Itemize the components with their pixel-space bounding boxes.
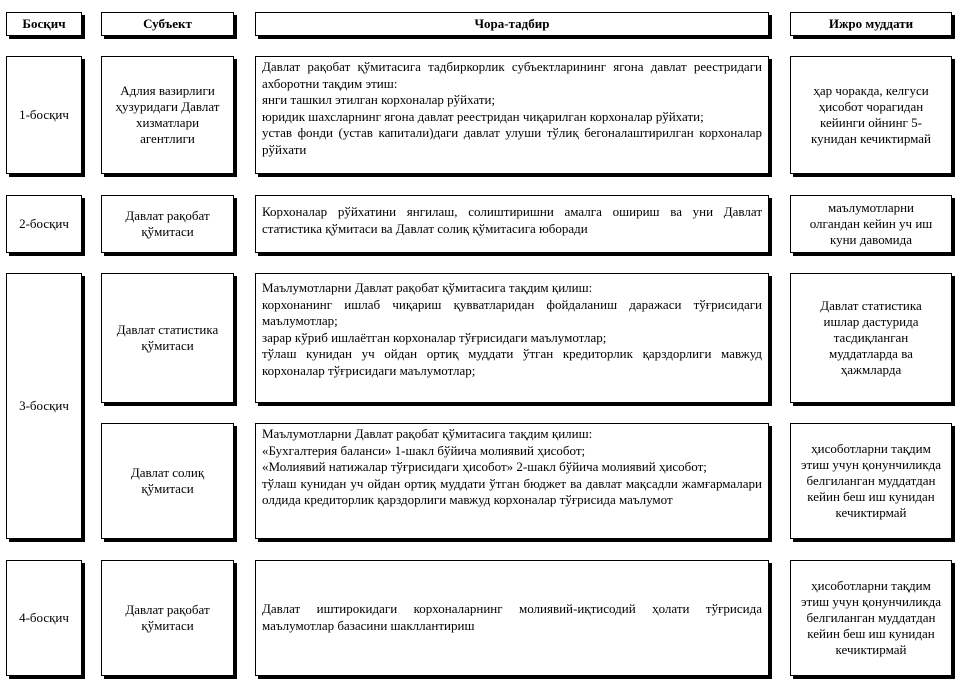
stage-1-subject-text: Адлия вазирлиги ҳузуридаги Давлат хизматлари агентлиги <box>115 83 220 146</box>
header-stage-label: Босқич <box>22 16 66 31</box>
stage-4-deadline <box>790 560 952 676</box>
stage-2-label <box>6 195 82 253</box>
stage-3-label <box>6 273 82 539</box>
stage-1-label <box>6 56 82 174</box>
stage-4-deadline-text: ҳисоботларни тақдим этиш учун қонунчиликда белгиланган муддатдан кейин беш иш кунидан кечиктирмай <box>800 578 942 657</box>
stage-3-subject-statistics <box>101 273 234 403</box>
stage-3-action-tax-line: Маълумотларни Давлат рақобат қўмитасига тақдим қилиш: <box>262 426 593 441</box>
stage-1-action-line: Давлат рақобат қўмитасига тадбиркорлик субъектларининг ягона давлат реестридаги ахборотни тақдим этиш: <box>262 59 762 91</box>
stage-3-action-tax-line: «Молиявий натижалар тўғрисидаги ҳисобот» 2-шакл бўйича молиявий ҳисобот; <box>262 459 707 474</box>
header-subject-label: Субъект <box>143 16 192 31</box>
stage-3-action-line: зарар кўриб ишлаётган корхоналар тўғрисидаги маълумотлар; <box>262 329 607 345</box>
stage-3-action-tax-line: «Бухгалтерия баланси» 1-шакл бўйича молиявий ҳисобот; <box>262 442 586 458</box>
stage-1-action-line: юридик шахсларнинг ягона давлат реестридан чиқарилган корхоналар рўйхати; <box>262 108 704 124</box>
header-stage <box>6 12 82 36</box>
stage-4-text: 4-босқич <box>19 610 69 625</box>
stage-4-action <box>255 560 769 676</box>
stage-3-subject-tax-text: Давлат солиқ қўмитаси <box>130 465 205 496</box>
stage-3-deadline-statistics <box>790 273 952 403</box>
stage-3-action-line: тўлаш кунидан уч ойдан ортиқ муддати ўтган кредиторлик қарздорлиги мавжуд корхоналар тўғрисидаги маълумотлар; <box>262 346 762 378</box>
header-deadline <box>790 12 952 36</box>
stage-3-text: 3-босқич <box>19 398 69 413</box>
stage-3-deadline-tax-text: ҳисоботларни тақдим этиш учун қонунчиликда белгиланган муддатдан кейин беш иш кунидан кечиктирмай <box>800 441 942 520</box>
stage-3-action-tax <box>255 423 769 539</box>
stage-4-subject-text: Давлат рақобат қўмитаси <box>125 602 210 633</box>
stage-3-deadline-tax <box>790 423 952 539</box>
stage-1-action-line: янги ташкил этилган корхоналар рўйхати; <box>262 92 496 107</box>
stage-4-action-line: Давлат иштирокидаги корхоналарнинг молиявий-иқтисодий ҳолати тўғрисида маълумотлар базасини шакллантириш <box>262 601 762 633</box>
stage-4-subject <box>101 560 234 676</box>
stage-1-subject <box>101 56 234 174</box>
stage-1-action-line: устав фонди (устав капитали)даги давлат улуши тўлиқ бегоналаштирилган корхоналар рўйхати <box>262 125 762 157</box>
stage-3-action-line: корхонанинг ишлаб чиқариш қувватларидан фойдаланиш даражаси тўғрисидаги маълумотлар; <box>262 296 762 328</box>
stage-3-subject-tax <box>101 423 234 539</box>
stage-2-action <box>255 195 769 253</box>
stage-1-action <box>255 56 769 174</box>
stage-2-text: 2-босқич <box>19 216 69 231</box>
stage-3-action-statistics <box>255 273 769 403</box>
stage-2-subject <box>101 195 234 253</box>
stage-1-deadline-text: ҳар чоракда, келгуси ҳисобот чорагидан кейинги ойнинг 5-кунидан кечиктирмай <box>810 83 932 146</box>
stage-3-deadline-statistics-text: Давлат статистика ишлар дастурида тасдиқланган муддатларда ва ҳажмларда <box>820 298 922 377</box>
stage-3-action-tax-line: тўлаш кунидан уч ойдан ортиқ муддати ўтган бюджет ва давлат мақсадли жамғармалари олдида кредиторлик қарздорлиги мавжуд корхоналар тўғрисида маълумот <box>262 475 762 507</box>
stage-3-action-line: Маълумотларни Давлат рақобат қўмитасига тақдим қилиш: <box>262 280 593 295</box>
stage-2-subject-text: Давлат рақобат қўмитаси <box>125 208 210 239</box>
stage-2-deadline <box>790 195 952 253</box>
stage-4-label <box>6 560 82 676</box>
stage-1-deadline <box>790 56 952 174</box>
stage-1-text: 1-босқич <box>19 107 69 122</box>
header-action-label: Чора-тадбир <box>474 16 550 31</box>
stage-2-action-line: Корхоналар рўйхатини янгилаш, солиштиришни амалга ошириш ва уни Давлат статистика қўмитаси ва Давлат солиқ қўмитасига юборади <box>262 204 762 236</box>
header-action <box>255 12 769 36</box>
stage-2-deadline-text: маълумотларни олгандан кейин уч иш куни давомида <box>809 200 933 247</box>
stage-3-subject-statistics-text: Давлат статистика қўмитаси <box>116 322 219 353</box>
header-subject <box>101 12 234 36</box>
header-deadline-label: Ижро муддати <box>828 16 914 31</box>
